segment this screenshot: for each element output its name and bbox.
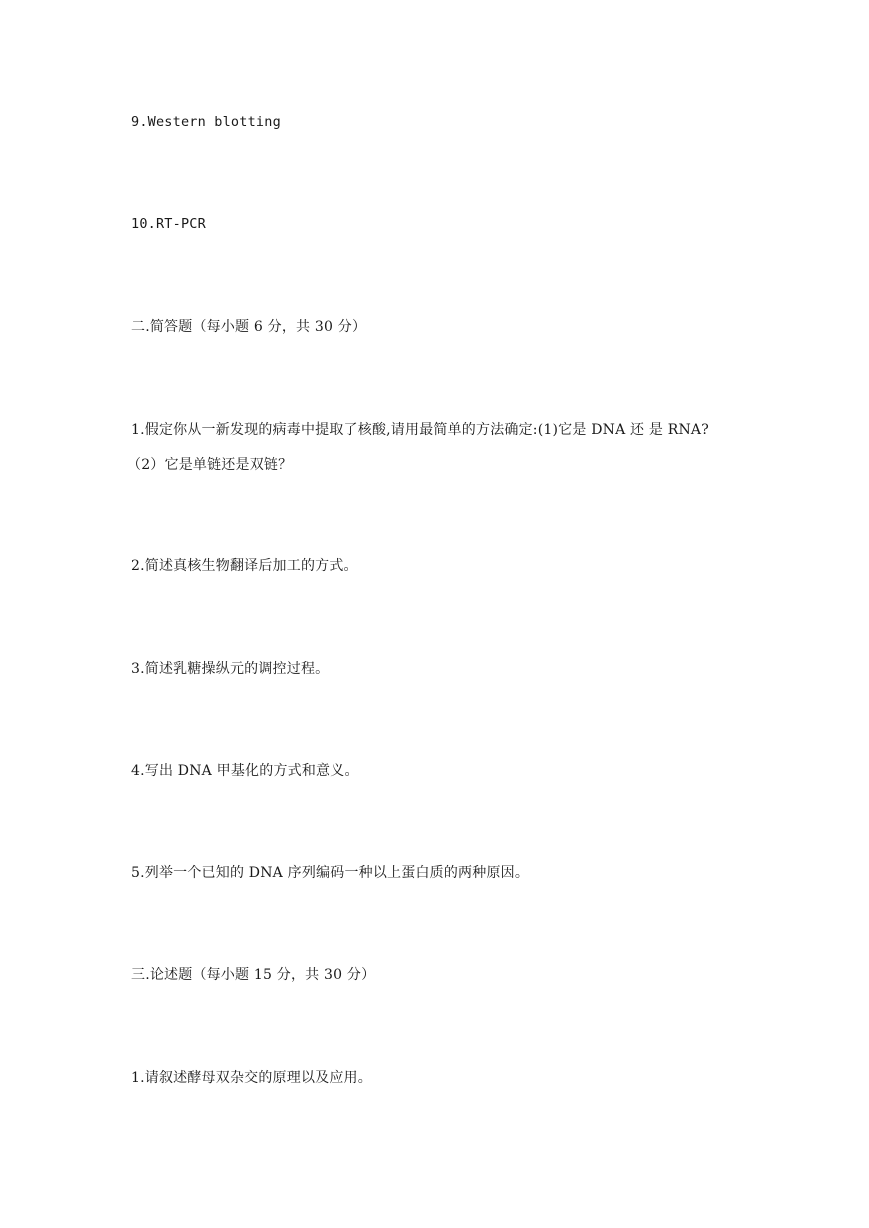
term-10-rt-pcr: 10.RT-PCR [131, 216, 206, 232]
question-2-1-line-1: 1.假定你从一新发现的病毒中提取了核酸,请用最简单的方法确定:(1)它是 DNA 还 是 RNA? [131, 422, 709, 438]
question-2-3: 3.简述乳糖操纵元的调控过程。 [131, 661, 330, 677]
term-9-western-blotting: 9.Western blotting [131, 114, 281, 130]
section-3-heading: 三.论述题（每小题 15 分，共 30 分） [131, 967, 376, 983]
question-2-4: 4.写出 DNA 甲基化的方式和意义。 [131, 763, 359, 779]
section-2-heading: 二.简答题（每小题 6 分，共 30 分） [131, 319, 367, 335]
question-3-1: 1.请叙述酵母双杂交的原理以及应用。 [131, 1070, 372, 1086]
question-2-1-line-2: （2）它是单链还是双链？ [127, 457, 293, 473]
question-2-2: 2.简述真核生物翻译后加工的方式。 [131, 558, 358, 574]
question-2-5: 5.列举一个已知的 DNA 序列编码一种以上蛋白质的两种原因。 [131, 865, 530, 881]
